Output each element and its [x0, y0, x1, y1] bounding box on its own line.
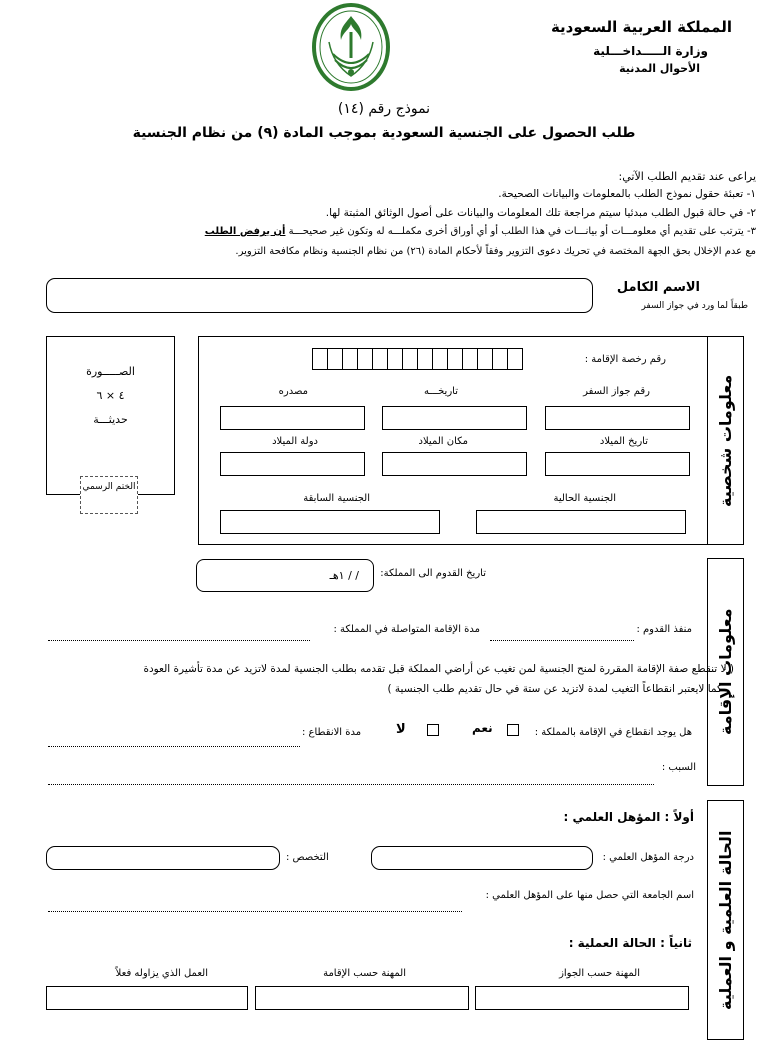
- instruction-line-4: مع عدم الإخلال بحق الجهة المختصة في تحريك دعوى التزوير وفقاً لأحكام المادة (٢٦) من نظام الجنسية ونظام مكافحة التزوير.: [235, 246, 756, 257]
- residence-info-section-title: معلومات الإقامة: [707, 558, 744, 786]
- full-name-label: الاسم الكامل: [616, 280, 700, 295]
- arrival-date-input[interactable]: / / ١هـ: [196, 559, 374, 592]
- previous-nationality-input[interactable]: [220, 510, 440, 534]
- form-title: طلب الحصول على الجنسية السعودية بموجب المادة (٩) من نظام الجنسية: [132, 125, 636, 141]
- photo-size: ٤ × ٦: [96, 389, 125, 402]
- continuous-stay-label: مدة الإقامة المتواصلة في المملكة :: [333, 624, 480, 635]
- passport-source-input[interactable]: [220, 406, 365, 430]
- continuous-stay-field[interactable]: [48, 640, 310, 641]
- birth-place-label: مكان الميلاد: [418, 436, 468, 447]
- ministry-emblem-logo: [311, 2, 391, 94]
- residence-note-line-1: ( لا تنقطع صفة الإقامة المقررة لمنح الجنسية لمن تغيب عن أراضي المملكة قبل تقدمه بطلب الجنسية لمدة لاتزيد عن مدة تأشيرة العودة: [143, 663, 734, 675]
- instruction-line-2: ٢- في حالة قبول الطلب مبدئيا سيتم مراجعة تلك المعلومات والبيانات على أصول الوثائق المثبتة لها.: [325, 207, 756, 219]
- birth-country-label: دولة الميلاد: [272, 436, 318, 447]
- arrival-date-label: تاريخ القدوم الى المملكة:: [380, 568, 486, 579]
- current-job-input[interactable]: [46, 986, 248, 1010]
- birth-country-input[interactable]: [220, 452, 365, 476]
- reason-label: السبب :: [661, 762, 696, 773]
- residence-number-cells[interactable]: [313, 348, 523, 370]
- interruption-yes-label: نعم: [472, 721, 493, 735]
- interruption-duration-field[interactable]: [48, 746, 300, 747]
- degree-label: درجة المؤهل العلمي :: [602, 852, 694, 863]
- official-stamp-box: الختم الرسمي: [80, 476, 138, 514]
- previous-nationality-label: الجنسية السابقة: [303, 493, 370, 504]
- instruction-line-1: ١- تعبئة حقول نموذج الطلب بالمعلومات والبيانات الصحيحة.: [498, 188, 756, 200]
- interruption-yes-checkbox[interactable]: [507, 724, 519, 736]
- full-name-input[interactable]: [46, 278, 593, 313]
- interruption-no-checkbox[interactable]: [427, 724, 439, 736]
- passport-date-input[interactable]: [382, 406, 527, 430]
- interruption-question: هل يوجد انقطاع في الإقامة بالمملكة :: [534, 727, 692, 738]
- university-label: اسم الجامعة التي حصل منها على المؤهل العلمي :: [485, 890, 694, 901]
- instruction-line-3-text: ٣- يترتب على تقديم أي معلومـــات أو بيانـــات في هذا الطلب أو أي أوراق أخرى مكملـــه له وتكون غير صحيحـــة: [288, 226, 756, 237]
- reason-field[interactable]: [48, 784, 654, 785]
- instructions-intro: يراعى عند تقديم الطلب الآتي:: [618, 170, 756, 183]
- instruction-line-3: [205, 226, 756, 237]
- birth-place-input[interactable]: [382, 452, 527, 476]
- job-residence-label: المهنة حسب الإقامة: [323, 968, 406, 979]
- instruction-line-3-bold: أن يرفض الطلب: [204, 226, 286, 237]
- university-field[interactable]: [48, 911, 462, 912]
- passport-number-input[interactable]: [545, 406, 690, 430]
- full-name-sublabel: طبقاً لما ورد في جواز السفر: [641, 301, 748, 311]
- current-nationality-input[interactable]: [476, 510, 686, 534]
- birth-date-input[interactable]: [545, 452, 690, 476]
- job-residence-input[interactable]: [255, 986, 469, 1010]
- specialization-label: التخصص :: [286, 852, 329, 863]
- passport-date-label: تاريخـــه: [423, 386, 458, 397]
- residence-number-label: رقم رخصة الإقامة :: [584, 354, 666, 365]
- department-name: الأحوال المدنية: [619, 62, 700, 75]
- entry-port-label: منفذ القدوم :: [636, 624, 692, 635]
- specialization-input[interactable]: [46, 846, 280, 870]
- current-job-label: العمل الذي يزاوله فعلاً: [115, 968, 208, 979]
- form-number: نموذج رقم (١٤): [337, 101, 431, 117]
- photo-note: حديثـــة: [93, 413, 128, 426]
- ministry-name: وزارة الـــــداخـــلية: [593, 44, 708, 58]
- education-section-title: الحالة العلمية و العملية: [707, 800, 744, 1040]
- kingdom-title: المملكة العربية السعودية: [550, 18, 732, 36]
- photo-label: الصـــــورة: [86, 365, 135, 378]
- interruption-duration-label: مدة الانقطاع :: [302, 727, 362, 738]
- job-passport-input[interactable]: [475, 986, 689, 1010]
- current-nationality-label: الجنسية الحالية: [553, 493, 616, 504]
- personal-info-section-title: معلومات شخصية: [707, 336, 744, 545]
- passport-source-label: مصدره: [278, 386, 308, 397]
- job-passport-label: المهنة حسب الجواز: [559, 968, 640, 979]
- passport-number-label: رقم جواز السفر: [583, 386, 650, 397]
- interruption-no-label: لا: [396, 722, 406, 737]
- qualification-heading: أولاً : المؤهل العلمي :: [563, 810, 694, 824]
- photo-box: [46, 336, 175, 495]
- entry-port-field[interactable]: [490, 640, 634, 641]
- degree-input[interactable]: [371, 846, 593, 870]
- residence-note-line-2: كما لايعتبر انقطاعاً التغيب لمدة لاتزيد عن ستة في حال تقديم طلب الجنسية ): [387, 683, 722, 695]
- birth-date-label: تاريخ الميلاد: [599, 436, 648, 447]
- work-heading: ثانياً : الحالة العملية :: [568, 936, 692, 950]
